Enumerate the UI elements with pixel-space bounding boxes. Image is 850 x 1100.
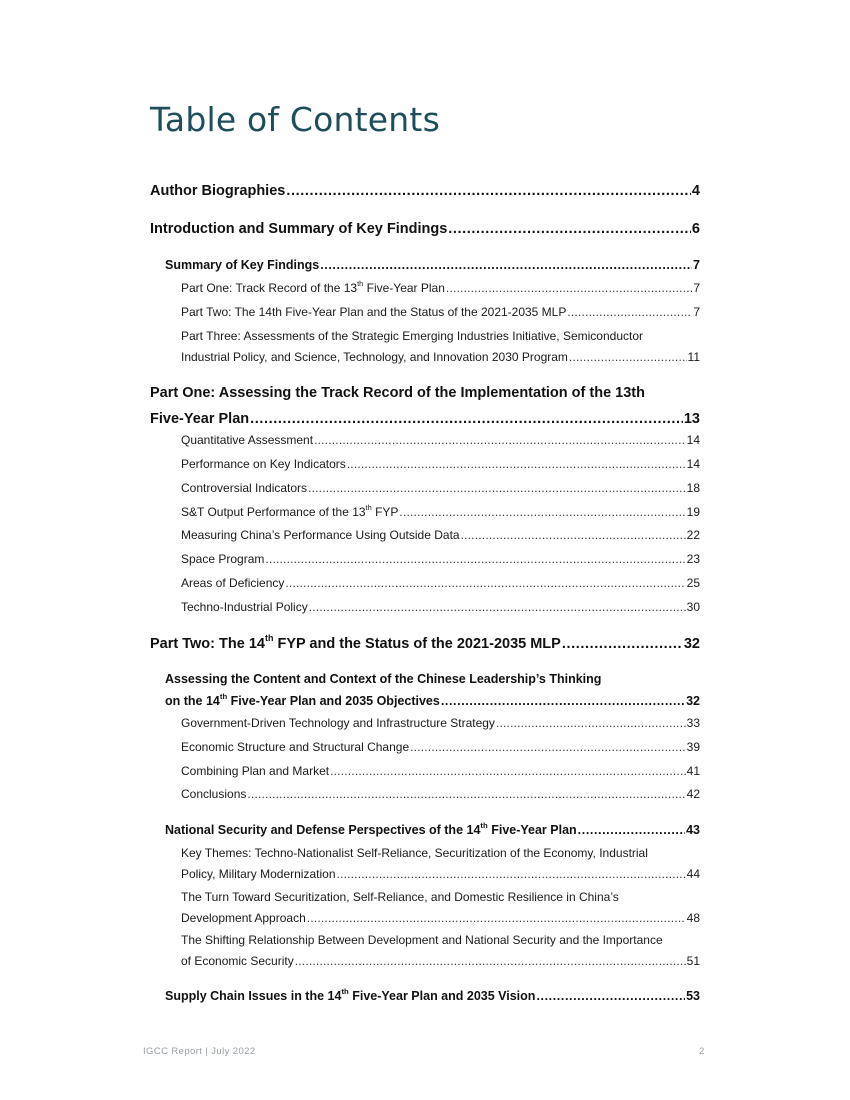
- toc-entry[interactable]: [181, 430, 700, 451]
- toc-entry-text: Performance on Key Indicators: [181, 457, 346, 471]
- dot-leader: [285, 573, 685, 594]
- toc-page-number: 7: [693, 281, 700, 295]
- toc-page-number: 48: [686, 910, 700, 925]
- toc-entry[interactable]: [150, 216, 700, 242]
- toc-entry-text: on the 14: [165, 694, 220, 708]
- toc-entry-text: Measuring China’s Performance Using Outside Data: [181, 528, 460, 542]
- toc-entry-text-continued: Five-Year Plan: [363, 281, 445, 295]
- toc-page-number: 44: [686, 866, 700, 881]
- toc-page-number: 11: [687, 349, 700, 364]
- toc-page-number: 25: [686, 576, 700, 590]
- toc-entry-title: [150, 406, 249, 432]
- toc-entry-title: [165, 254, 319, 276]
- dot-leader: [461, 525, 686, 546]
- toc-entry-text: Space Program: [181, 552, 265, 566]
- dot-leader: [314, 430, 686, 451]
- toc-entry-text: S&T Output Performance of the 13: [181, 505, 366, 519]
- toc-entry-title-line: The Shifting Relationship Between Development and National Security and the Importance: [181, 933, 663, 947]
- toc-entry-title: [181, 525, 460, 546]
- toc-entry-title: [181, 549, 264, 570]
- toc-entry[interactable]: [150, 631, 700, 657]
- toc-entry-title: [181, 430, 313, 451]
- toc-entry-text: Development Approach: [181, 910, 306, 925]
- toc-entry-text: Controversial Indicators: [181, 481, 308, 495]
- toc-entry[interactable]: [181, 737, 700, 758]
- toc-entry-title: [181, 347, 568, 368]
- toc-entry-title: [181, 302, 566, 323]
- toc-entry[interactable]: [181, 549, 700, 570]
- dot-leader: [265, 549, 685, 570]
- dot-leader: [320, 254, 692, 276]
- dot-leader: [536, 985, 685, 1007]
- ordinal-superscript: th: [365, 502, 372, 512]
- toc-entry[interactable]: [181, 713, 700, 734]
- dot-leader: [308, 478, 686, 499]
- dot-leader: [562, 631, 683, 657]
- toc-page-number: 33: [686, 716, 700, 730]
- toc-entry[interactable]: [181, 478, 700, 499]
- toc-entry-title: [181, 478, 307, 499]
- toc-entry[interactable]: [181, 573, 700, 594]
- toc-entry[interactable]: [181, 887, 700, 928]
- toc-entry-text: Five-Year Plan: [150, 411, 250, 427]
- toc-entry-title: [165, 690, 440, 712]
- toc-entry-title-line: Assessing the Content and Context of the Chinese Leadership’s Thinking: [165, 672, 602, 686]
- toc-entry-text-continued: FYP and the Status of the 2021-2035 MLP: [273, 636, 561, 652]
- toc-entry-text: Conclusions: [181, 787, 247, 801]
- toc-entry-text: Policy, Military Modernization: [181, 866, 336, 881]
- dot-leader: [347, 454, 686, 475]
- toc-entry-title: [181, 278, 445, 299]
- toc-entry[interactable]: [150, 178, 700, 204]
- toc-page-number: 13: [683, 411, 700, 427]
- toc-entry-text: Techno-Industrial Policy: [181, 600, 308, 614]
- ordinal-superscript: th: [480, 820, 488, 830]
- dot-leader: [569, 347, 687, 368]
- dot-leader: [410, 737, 686, 758]
- toc-entry[interactable]: [181, 302, 700, 323]
- toc-entry-text-continued: Five-Year Plan: [487, 823, 577, 837]
- toc-entry[interactable]: [181, 784, 700, 805]
- dot-leader: [250, 406, 683, 432]
- toc-entry-title: [181, 713, 495, 734]
- toc-entry-text: Introduction and Summary of Key Findings: [150, 221, 448, 237]
- toc-entry[interactable]: [181, 930, 700, 971]
- toc-page-number: 32: [686, 694, 700, 708]
- toc-page-number: 7: [693, 258, 700, 272]
- dot-leader: [446, 278, 692, 299]
- toc-entry[interactable]: [181, 761, 700, 782]
- toc-entry-title: [181, 573, 284, 594]
- toc-entry-title: [150, 178, 285, 204]
- toc-entry-text-continued: Five-Year Plan and 2035 Vision: [348, 989, 536, 1003]
- toc-entry-title: [181, 502, 398, 523]
- toc-entry-title: [150, 631, 561, 657]
- footer-page-number: 2: [699, 1046, 705, 1057]
- toc-page-number: 18: [686, 481, 700, 495]
- toc-entry[interactable]: [181, 326, 700, 367]
- toc-entry-title: [181, 864, 336, 885]
- toc-entry-text-continued: Five-Year Plan and 2035 Objectives: [227, 694, 440, 708]
- dot-leader: [330, 761, 686, 782]
- toc-entry-text: Economic Structure and Structural Change: [181, 740, 410, 754]
- toc-entry-title: [181, 737, 409, 758]
- toc-page-number: 30: [686, 600, 700, 614]
- page-title: Table of Contents: [150, 100, 440, 139]
- ordinal-superscript: th: [264, 632, 274, 643]
- toc-entry-text: Quantitative Assessment: [181, 433, 314, 447]
- toc-entry-title-line: Key Themes: Techno-Nationalist Self-Reliance, Securitization of the Economy, Industrial: [181, 846, 648, 860]
- toc-page-number: 43: [686, 823, 700, 837]
- toc-entry-title: [165, 819, 577, 841]
- toc-entry-title-line: The Turn Toward Securitization, Self-Reliance, and Domestic Resilience in China’s: [181, 890, 619, 904]
- toc-entry-text: Areas of Deficiency: [181, 576, 285, 590]
- footer-report-label: IGCC Report | July 2022: [143, 1046, 256, 1057]
- toc-entry[interactable]: [181, 454, 700, 475]
- toc-entry[interactable]: [165, 819, 700, 841]
- toc-entry-text: Part Two: The 14th Five-Year Plan and the Status of the 2021-2035 MLP: [181, 305, 567, 319]
- toc-entry-title: [181, 908, 306, 929]
- toc-page-number: 7: [693, 305, 700, 319]
- dot-leader: [307, 908, 686, 929]
- dot-leader: [295, 951, 686, 972]
- ordinal-superscript: th: [357, 278, 364, 288]
- toc-entry[interactable]: [165, 985, 700, 1007]
- dot-leader: [337, 864, 686, 885]
- dot-leader: [496, 713, 686, 734]
- toc-entry-title: [181, 454, 346, 475]
- toc-page-number: 6: [691, 221, 700, 237]
- toc-page-number: 32: [683, 636, 700, 652]
- ordinal-superscript: th: [219, 691, 228, 701]
- dot-leader: [286, 178, 691, 204]
- toc-entry-title: [165, 985, 535, 1007]
- toc-entry-title-line: Part Three: Assessments of the Strategic Emerging Industries Initiative, Semiconductor: [181, 329, 643, 343]
- toc-page-number: 53: [686, 989, 700, 1003]
- toc-entry[interactable]: [181, 525, 700, 546]
- toc-entry-title: [181, 951, 294, 972]
- dot-leader: [399, 502, 685, 523]
- toc-entry-text: National Security and Defense Perspectives of the 14: [165, 823, 481, 837]
- dot-leader: [448, 216, 691, 242]
- toc-entry[interactable]: [181, 502, 700, 523]
- toc-entry[interactable]: [165, 254, 700, 276]
- toc-entry-title: [150, 216, 447, 242]
- toc-page-number: 41: [686, 764, 700, 778]
- toc-entry-title: [181, 784, 246, 805]
- toc-page-number: 19: [686, 505, 700, 519]
- toc-entry[interactable]: [181, 597, 700, 618]
- toc-entry[interactable]: [181, 843, 700, 884]
- toc-page-number: 51: [686, 953, 700, 968]
- toc-page-number: 22: [686, 528, 700, 542]
- toc-entry-text: Industrial Policy, and Science, Technology, and Innovation 2030 Program: [181, 349, 568, 364]
- toc-page-number: 4: [691, 183, 700, 199]
- dot-leader: [247, 784, 685, 805]
- toc-entry[interactable]: [150, 380, 700, 432]
- dot-leader: [441, 690, 685, 712]
- toc-entry-text: Author Biographies: [150, 183, 286, 199]
- toc-page-number: 14: [686, 457, 700, 471]
- toc-entry-text: Part Two: The 14: [150, 636, 265, 652]
- toc-entry-text-continued: FYP: [371, 505, 399, 519]
- toc-page-number: 42: [686, 787, 700, 801]
- toc-entry-text: Part One: Track Record of the 13: [181, 281, 358, 295]
- toc-page-number: 14: [686, 433, 700, 447]
- dot-leader: [578, 819, 685, 841]
- toc-entry[interactable]: [181, 278, 700, 299]
- toc-page-number: 23: [686, 552, 700, 566]
- toc-page-number: 39: [686, 740, 700, 754]
- toc-entry-text: of Economic Security: [181, 953, 294, 968]
- toc-entry-title: [181, 597, 308, 618]
- toc-entry[interactable]: [165, 668, 700, 712]
- toc-entry-text: Summary of Key Findings: [165, 258, 320, 272]
- dot-leader: [309, 597, 686, 618]
- dot-leader: [567, 302, 692, 323]
- ordinal-superscript: th: [341, 986, 349, 996]
- toc-entry-text: Government-Driven Technology and Infrastructure Strategy: [181, 716, 495, 730]
- toc-entry-text: Supply Chain Issues in the 14: [165, 989, 342, 1003]
- toc-entry-text: Combining Plan and Market: [181, 764, 330, 778]
- toc-entry-title-line: Part One: Assessing the Track Record of the Implementation of the 13th: [150, 385, 645, 401]
- toc-entry-title: [181, 761, 329, 782]
